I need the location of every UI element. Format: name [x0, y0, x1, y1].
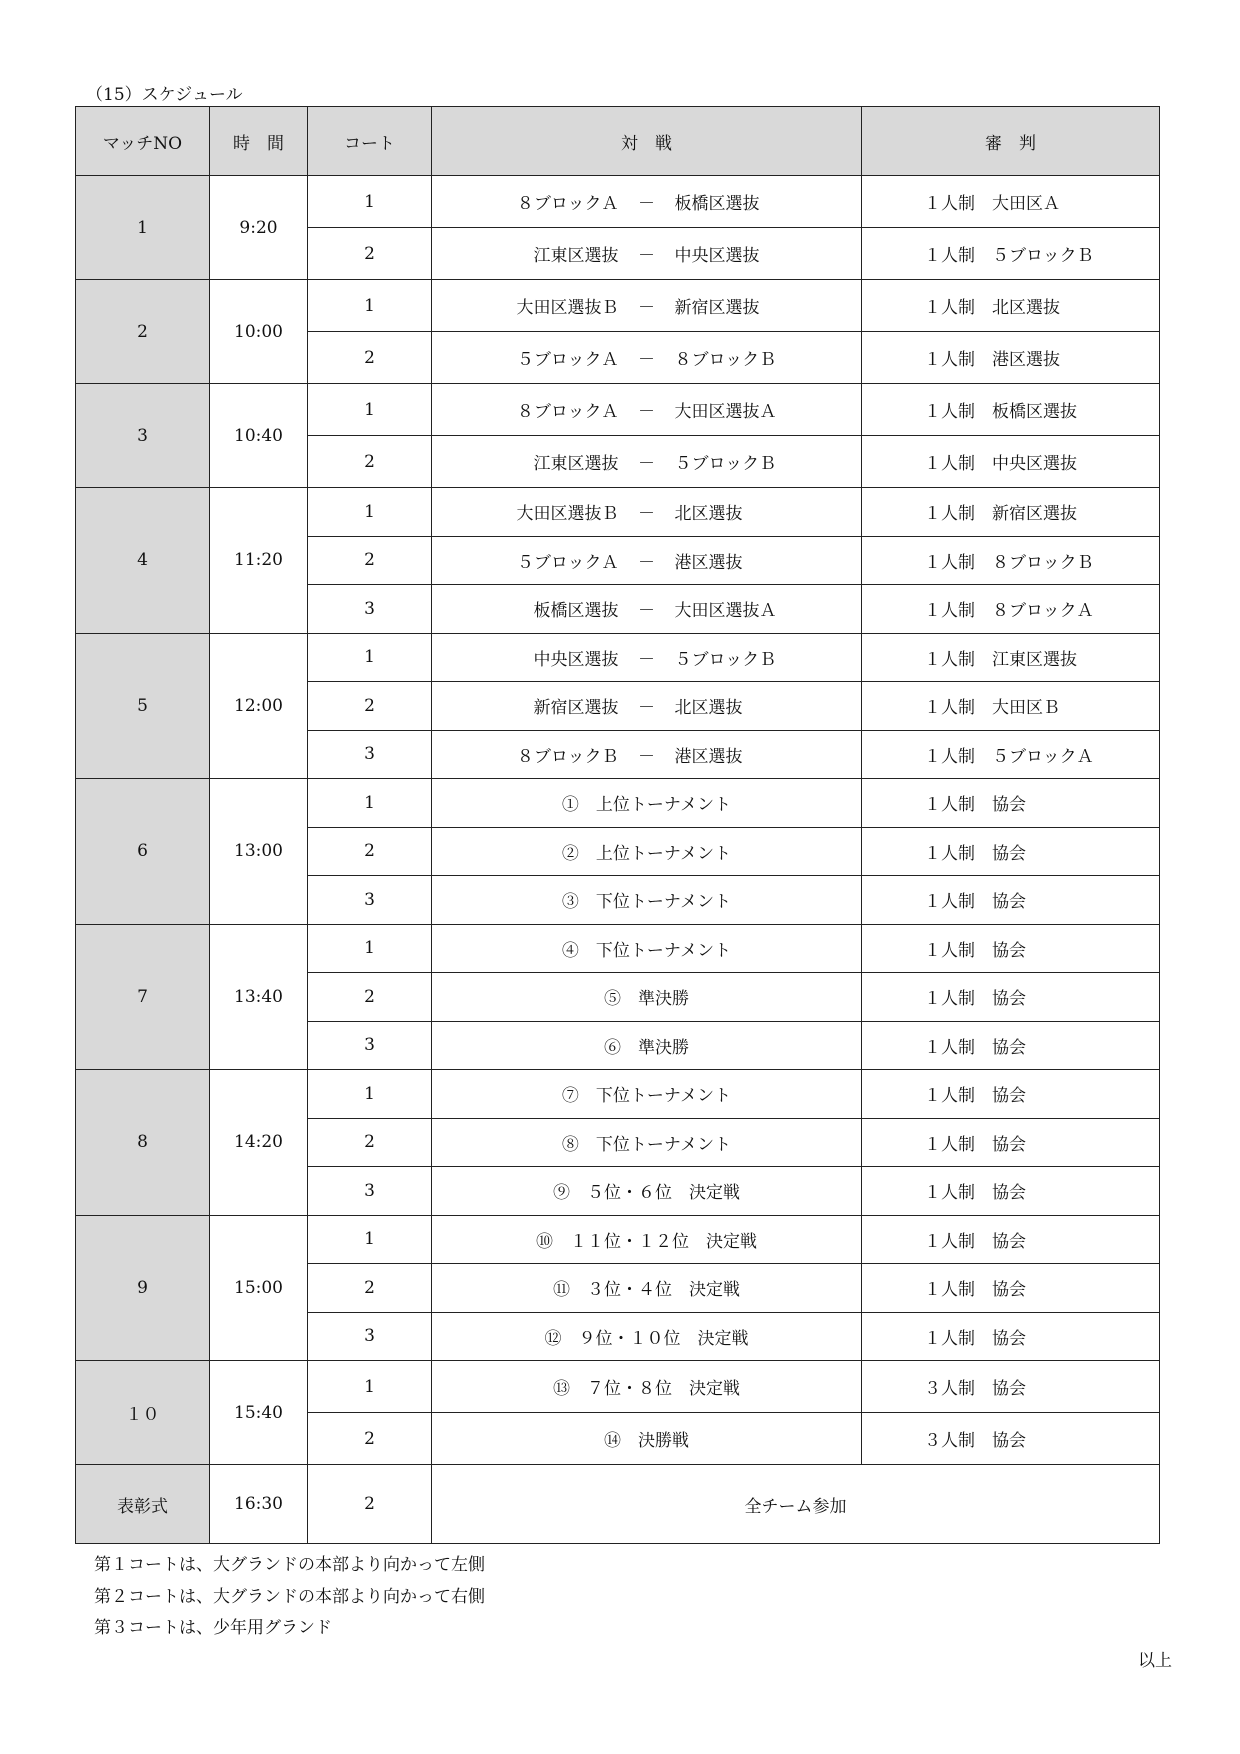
court-cell: 2	[308, 332, 432, 384]
matchup-text: ⑨ ５位・６位 決定戦	[553, 1183, 740, 1204]
court-cell: 2	[308, 1118, 432, 1167]
time-cell: 13:40	[210, 924, 308, 1070]
matchup-pair	[432, 293, 861, 318]
matchup-cell	[432, 332, 862, 384]
team-b: 北区選抜	[674, 504, 743, 525]
matchup-text: ① 上位トーナメント	[561, 795, 732, 816]
court-cell: 1	[308, 1361, 432, 1413]
table-row	[76, 633, 1160, 682]
matchup-cell	[432, 730, 862, 779]
matchup-pair	[432, 645, 861, 670]
matchup-cell	[432, 488, 862, 537]
referee-cell	[862, 1118, 1160, 1167]
versus-dash: －	[638, 649, 655, 670]
time-cell: 12:00	[210, 633, 308, 779]
table-row	[76, 176, 1160, 228]
court-cell: 2	[308, 973, 432, 1022]
time-cell: 10:00	[210, 280, 308, 384]
referee-cell	[862, 176, 1160, 228]
end-mark: 以上	[1138, 1651, 1172, 1671]
match-no-cell: 3	[76, 384, 210, 488]
referee-text: １人制 協会	[924, 843, 1026, 864]
matchup-cell	[432, 1264, 862, 1313]
time-cell: 14:20	[210, 1070, 308, 1216]
table-row	[76, 1070, 1160, 1119]
referee-cell	[862, 228, 1160, 280]
matchup-cell	[432, 1021, 862, 1070]
court-cell: 1	[308, 924, 432, 973]
schedule-body	[76, 176, 1160, 1544]
team-b: 大田区選抜Ａ	[674, 402, 777, 422]
matchup-cell	[432, 1361, 862, 1413]
header-court: コート	[308, 107, 432, 176]
referee-text: １人制 港区選抜	[924, 350, 1060, 370]
referee-text: １人制 ８ブロックＢ	[924, 552, 1094, 573]
referee-cell	[862, 1070, 1160, 1119]
court-cell: 2	[308, 436, 432, 488]
court-cell: 2	[308, 1413, 432, 1465]
referee-text: １人制 北区選抜	[924, 298, 1060, 318]
court-cell: 2	[308, 1264, 432, 1313]
referee-text: １人制 協会	[924, 1280, 1026, 1301]
matchup-text: ⑥ 準決勝	[604, 1037, 689, 1058]
court-cell: 2	[308, 228, 432, 280]
referee-text: １人制 協会	[924, 1231, 1026, 1252]
referee-cell	[862, 633, 1160, 682]
matchup-text: ④ 下位トーナメント	[561, 940, 732, 961]
matchup-pair	[432, 548, 861, 573]
time-cell: 15:40	[210, 1361, 308, 1465]
matchup-cell	[432, 1070, 862, 1119]
team-a: ５ブロックＡ	[516, 552, 619, 573]
referee-text: ３人制 協会	[924, 1431, 1026, 1451]
referee-cell	[862, 1264, 1160, 1313]
match-no-cell: １０	[76, 1361, 210, 1465]
referee-text: １人制 協会	[924, 795, 1026, 816]
referee-cell	[862, 536, 1160, 585]
match-no-cell: 8	[76, 1070, 210, 1216]
team-b: ５ブロックＢ	[674, 649, 777, 670]
matchup-text: ⑩ １１位・１２位 決定戦	[536, 1231, 757, 1252]
versus-dash: －	[638, 698, 655, 719]
matchup-cell	[432, 585, 862, 634]
schedule-table	[75, 106, 1160, 1544]
matchup-pair	[432, 241, 861, 266]
matchup-text: ⑭ 決勝戦	[604, 1431, 689, 1451]
team-b: 港区選抜	[674, 552, 743, 573]
team-a: 大田区選抜Ｂ	[516, 298, 619, 318]
referee-text: １人制 ８ブロックＡ	[924, 601, 1094, 622]
court-cell: 2	[308, 682, 432, 731]
referee-cell	[862, 436, 1160, 488]
matchup-text: ⑪ ３位・４位 決定戦	[553, 1280, 740, 1301]
referee-text: ３人制 協会	[924, 1379, 1026, 1399]
referee-cell	[862, 1312, 1160, 1361]
versus-dash: －	[638, 504, 655, 525]
matchup-cell	[432, 176, 862, 228]
header-referee: 審 判	[862, 107, 1160, 176]
table-row	[76, 1215, 1160, 1264]
matchup-cell	[432, 779, 862, 828]
matchup-pair	[432, 499, 861, 524]
referee-text: １人制 協会	[924, 1328, 1026, 1349]
referee-cell	[862, 585, 1160, 634]
referee-text: １人制 ５ブロックＡ	[924, 746, 1094, 767]
court-cell: 2	[308, 536, 432, 585]
versus-dash: －	[638, 601, 655, 622]
matchup-cell	[432, 827, 862, 876]
referee-cell	[862, 779, 1160, 828]
matchup-pair	[432, 345, 861, 370]
team-a: 江東区選抜	[533, 246, 619, 266]
team-a: 板橋区選抜	[533, 601, 619, 622]
court-cell: 3	[308, 1312, 432, 1361]
note-line: 第１コートは、大グランドの本部より向かって左側	[94, 1555, 485, 1575]
matchup-text: ⑦ 下位トーナメント	[561, 1086, 732, 1107]
matchup-text: ② 上位トーナメント	[561, 843, 732, 864]
matchup-text: ⑧ 下位トーナメント	[561, 1134, 732, 1155]
table-row	[76, 1361, 1160, 1413]
matchup-cell	[432, 1413, 862, 1465]
team-a: 新宿区選抜	[533, 698, 619, 719]
court-cell: 3	[308, 1021, 432, 1070]
versus-dash: －	[638, 402, 655, 422]
court-cell: 3	[308, 1167, 432, 1216]
court-cell: 1	[308, 280, 432, 332]
referee-cell	[862, 332, 1160, 384]
team-b: 港区選抜	[674, 746, 743, 767]
court-cell: 1	[308, 488, 432, 537]
matchup-cell	[432, 280, 862, 332]
court-cell: 3	[308, 585, 432, 634]
match-no-cell: 6	[76, 779, 210, 925]
matchup-cell	[432, 924, 862, 973]
referee-text: １人制 中央区選抜	[924, 454, 1077, 474]
referee-text: １人制 協会	[924, 940, 1026, 961]
matchup-pair	[432, 449, 861, 474]
team-b: ５ブロックＢ	[674, 454, 777, 474]
referee-text: １人制 協会	[924, 1183, 1026, 1204]
matchup-cell	[432, 1215, 862, 1264]
match-no-cell: 2	[76, 280, 210, 384]
team-a: 江東区選抜	[533, 454, 619, 474]
table-row	[76, 384, 1160, 436]
team-b: 中央区選抜	[674, 246, 760, 266]
table-row	[76, 280, 1160, 332]
referee-text: １人制 協会	[924, 1134, 1026, 1155]
court-cell: 1	[308, 779, 432, 828]
section-heading: （15）スケジュール	[86, 85, 243, 105]
referee-cell	[862, 488, 1160, 537]
court-cell: 1	[308, 384, 432, 436]
time-cell: 13:00	[210, 779, 308, 925]
court-cell: 1	[308, 1215, 432, 1264]
time-cell: 10:40	[210, 384, 308, 488]
team-b: ８ブロックＢ	[674, 350, 777, 370]
matchup-cell	[432, 436, 862, 488]
referee-cell	[862, 1167, 1160, 1216]
team-a: ８ブロックＡ	[516, 194, 619, 214]
table-row	[76, 488, 1160, 537]
referee-text: １人制 大田区Ｂ	[924, 698, 1060, 719]
ceremony-label: 表彰式	[76, 1465, 210, 1544]
header-time: 時 間	[210, 107, 308, 176]
referee-cell	[862, 876, 1160, 925]
referee-cell	[862, 280, 1160, 332]
team-b: 新宿区選抜	[674, 298, 760, 318]
referee-text: １人制 協会	[924, 989, 1026, 1010]
versus-dash: －	[638, 298, 655, 318]
matchup-pair	[432, 596, 861, 621]
referee-cell	[862, 973, 1160, 1022]
referee-cell	[862, 384, 1160, 436]
referee-cell	[862, 1413, 1160, 1465]
time-cell: 11:20	[210, 488, 308, 634]
matchup-cell	[432, 384, 862, 436]
matchup-cell	[432, 633, 862, 682]
referee-cell	[862, 682, 1160, 731]
referee-cell	[862, 1021, 1160, 1070]
ceremony-text: 全チーム参加	[432, 1465, 1160, 1544]
referee-text: １人制 江東区選抜	[924, 649, 1077, 670]
versus-dash: －	[638, 454, 655, 474]
referee-text: １人制 協会	[924, 892, 1026, 913]
court-cell: 1	[308, 176, 432, 228]
matchup-cell	[432, 973, 862, 1022]
referee-text: １人制 新宿区選抜	[924, 504, 1077, 525]
versus-dash: －	[638, 350, 655, 370]
referee-cell	[862, 730, 1160, 779]
note-line: 第２コートは、大グランドの本部より向かって右側	[94, 1586, 485, 1607]
matchup-cell	[432, 228, 862, 280]
matchup-cell	[432, 1118, 862, 1167]
matchup-cell	[432, 682, 862, 731]
versus-dash: －	[638, 246, 655, 266]
referee-text: １人制 協会	[924, 1086, 1026, 1107]
referee-cell	[862, 924, 1160, 973]
matchup-text: ⑤ 準決勝	[604, 989, 689, 1010]
court-cell: 1	[308, 633, 432, 682]
matchup-pair	[432, 742, 861, 767]
referee-cell	[862, 827, 1160, 876]
ceremony-court: 2	[308, 1465, 432, 1544]
match-no-cell: 9	[76, 1215, 210, 1361]
matchup-pair	[432, 693, 861, 718]
versus-dash: －	[638, 194, 655, 214]
notes	[94, 1550, 485, 1645]
matchup-text: ⑫ ９位・１０位 決定戦	[544, 1328, 749, 1349]
court-cell: 2	[308, 827, 432, 876]
ceremony-row	[76, 1465, 1160, 1544]
versus-dash: －	[638, 552, 655, 573]
team-a: 中央区選抜	[533, 649, 619, 670]
table-row	[76, 924, 1160, 973]
referee-text: １人制 ５ブロックＢ	[924, 246, 1094, 266]
match-no-cell: 4	[76, 488, 210, 634]
match-no-cell: 5	[76, 633, 210, 779]
team-a: ８ブロックＡ	[516, 402, 619, 422]
header-row	[76, 107, 1160, 176]
matchup-cell	[432, 876, 862, 925]
referee-cell	[862, 1361, 1160, 1413]
match-no-cell: 7	[76, 924, 210, 1070]
header-match-no: マッチNO	[76, 107, 210, 176]
team-a: 大田区選抜Ｂ	[516, 504, 619, 525]
matchup-pair	[432, 189, 861, 214]
time-cell: 15:00	[210, 1215, 308, 1361]
court-cell: 1	[308, 1070, 432, 1119]
matchup-text: ③ 下位トーナメント	[561, 892, 732, 913]
matchup-pair	[432, 397, 861, 422]
team-b: 板橋区選抜	[674, 194, 760, 214]
note-line: 第３コートは、少年用グランド	[94, 1618, 332, 1638]
court-cell: 3	[308, 876, 432, 925]
ceremony-time: 16:30	[210, 1465, 308, 1544]
referee-text: １人制 協会	[924, 1037, 1026, 1058]
referee-cell	[862, 1215, 1160, 1264]
referee-text: １人制 大田区Ａ	[924, 194, 1060, 214]
header-matchup: 対 戦	[432, 107, 862, 176]
court-cell: 3	[308, 730, 432, 779]
match-no-cell: 1	[76, 176, 210, 280]
table-row	[76, 779, 1160, 828]
matchup-cell	[432, 1312, 862, 1361]
matchup-cell	[432, 1167, 862, 1216]
team-a: ５ブロックＡ	[516, 350, 619, 370]
team-b: 大田区選抜Ａ	[674, 601, 777, 622]
versus-dash: －	[638, 746, 655, 767]
team-a: ８ブロックＢ	[516, 746, 619, 767]
matchup-text: ⑬ ７位・８位 決定戦	[553, 1379, 740, 1399]
time-cell: 9:20	[210, 176, 308, 280]
referee-text: １人制 板橋区選抜	[924, 402, 1077, 422]
matchup-cell	[432, 536, 862, 585]
team-b: 北区選抜	[674, 698, 743, 719]
